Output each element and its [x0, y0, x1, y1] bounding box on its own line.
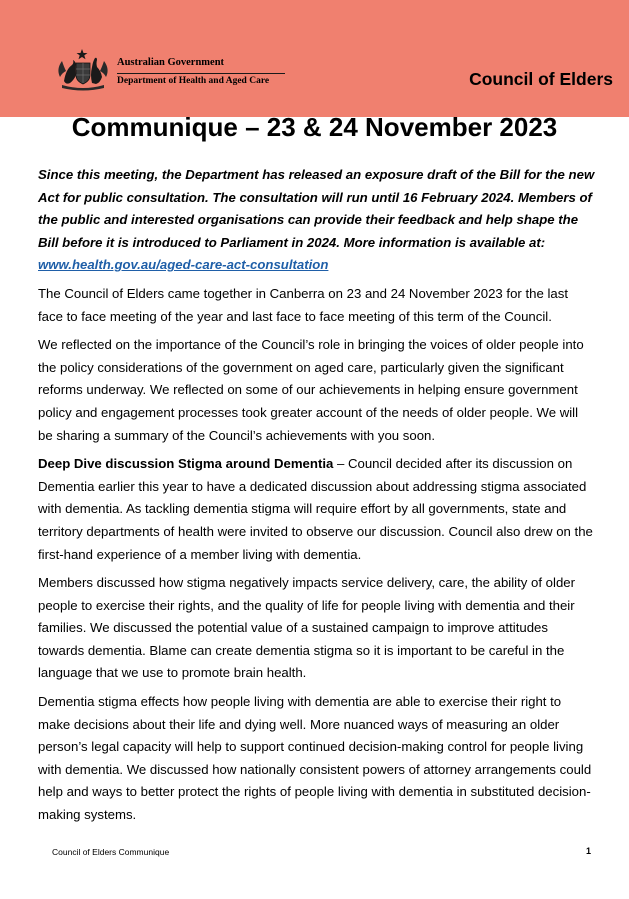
coat-of-arms-icon — [52, 47, 114, 93]
logo-divider — [117, 73, 285, 74]
header-banner — [0, 0, 629, 117]
footer-label: Council of Elders Communique — [52, 847, 170, 857]
page-title: Communique – 23 & 24 November 2023 — [71, 112, 558, 142]
paragraph-reflection: We reflected on the importance of the Council’s role in bringing the voices of older people into the policy considerations of the government on aged care, particularly given the significant reforms underway. We reflected on some of our achievements in helping ensure government policy and engagement processes took greater account of the needs of older people. We will be sharing a summary of the Council’s achievements with you soon. — [38, 337, 584, 443]
government-name: Australian Government — [117, 57, 225, 68]
paragraph-stigma-impact: Members discussed how stigma negatively impacts service delivery, care, the ability of older people to exercise their rights, and the quality of life for people living with dementia and their families. We discussed the potential value of a sustained campaign to improve attitudes towards dementia. Blame can create dementia stigma so it is important to be careful in the language that we use to promote brain health. — [38, 575, 576, 681]
council-name: Council of Elders — [469, 69, 613, 89]
consultation-link[interactable]: www.health.gov.au/aged-care-act-consultation — [38, 257, 329, 273]
paragraph-meeting: The Council of Elders came together in Canberra on 23 and 24 November 2023 for the last face to face meeting of the year and last face to face meeting of this term of the Council. — [38, 285, 569, 324]
department-name: Department of Health and Aged Care — [117, 76, 270, 86]
page-number: 1 — [585, 846, 591, 856]
deep-dive-text: – Council decided after its discussion on Dementia earlier this year to have a dedicated discussion about addressing stigma associated with dementia. As tackling dementia stigma will require effort by all governments, state and territory departments of health were invited to observe our discussion. Council also drew on the first-hand experience of a member living with dementia. — [38, 456, 593, 562]
consultation-notice — [38, 164, 595, 277]
deep-dive-heading: Deep Dive discussion Stigma around Dementia — [38, 456, 334, 472]
paragraph-deep-dive — [38, 453, 595, 566]
paragraph-decision-making: Dementia stigma effects how people living with dementia are able to exercise their right to make decisions about their life and dying well. More nuanced ways of measuring an older person’s legal capacity will help to support continued decision-making control for people living with dementia. We discussed how nationally consistent powers of attorney arrangements could help and ways to better protect the rights of people living with dementia in substituted decision-making systems. — [38, 694, 592, 823]
consultation-notice-text: Since this meeting, the Department has released an exposure draft of the Bill for the new Act for public consultation. The consultation will run until 16 February 2024. Members of the public and interested organisations can provide their feedback and help shape the Bill before it is introduced to Parliament in 2024. More information is available at: — [38, 167, 595, 250]
document-body — [38, 164, 595, 833]
